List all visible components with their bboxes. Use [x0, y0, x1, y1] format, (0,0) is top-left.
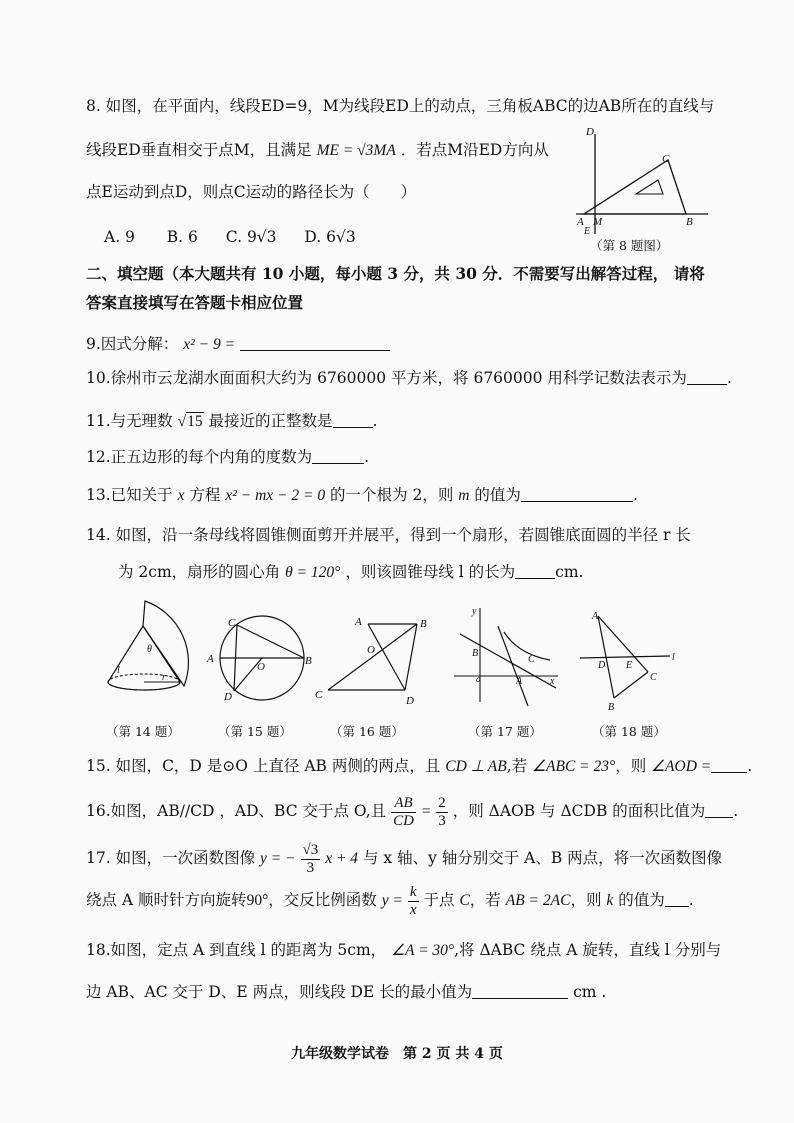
q11-sqrt: √15	[177, 413, 203, 430]
q10: 10.徐州市云龙湖水面面积大约为 6760000 平方米，将 6760000 用科学记数法表示为 .	[86, 369, 732, 387]
q16-label-o: O	[367, 644, 375, 656]
q15-label-c: C	[228, 617, 236, 629]
q16-caption: （第 16 题）	[330, 724, 404, 739]
q13-answer-blank[interactable]	[521, 485, 633, 502]
q12: 12.正五边形的每个内角的度数为 .	[86, 448, 370, 466]
q8-label-e: E	[584, 226, 591, 237]
q8-options	[104, 227, 356, 247]
q12-answer-blank[interactable]	[312, 447, 364, 464]
q16: 16.如图，AB//CD ，AD、BC 交于点 O,且 $\frac{AB}{CD}$ = $\frac{2}{3}$ ，则 ΔAOB 与 ΔCDB 的面积比值为 .	[86, 794, 739, 829]
q15-label-d: D	[224, 691, 232, 703]
q17-label-a: A	[516, 676, 523, 687]
q14-caption: （第 14 题）	[106, 724, 180, 739]
q15-label-o: O	[257, 661, 265, 673]
q18-label-e: E	[626, 660, 633, 671]
q17-label-x: x	[550, 676, 555, 687]
q16-answer-blank[interactable]	[705, 801, 733, 818]
q8-caption: （第 8 题图）	[590, 238, 669, 253]
q16-figure	[310, 610, 435, 708]
q16-label-d: D	[406, 695, 414, 707]
q18-answer-blank[interactable]	[472, 982, 568, 999]
q18-label-d: D	[598, 660, 606, 671]
q18-line1: 18.如图，定点 A 到直线 l 的距离为 5cm， ∠A = 30°,将 ΔABC 绕点 A 旋转，直线 l 分别与	[86, 941, 722, 959]
q14-label-r: r	[162, 672, 166, 683]
q18-label-c: C	[650, 672, 657, 683]
q8-label-a: A	[577, 216, 584, 228]
q13-equation: x² − mx − 2 = 0	[225, 487, 326, 504]
q16-ratio-right: $\frac{2}{3}$	[438, 794, 446, 829]
q9	[86, 334, 390, 355]
q16-label-a: A	[355, 616, 362, 628]
q11: 11.与无理数 √15 最接近的正整数是 .	[86, 412, 378, 430]
q8-label-c: C	[662, 153, 670, 165]
q17-slope: $\frac{√3}{3}$	[302, 841, 319, 876]
q8-text2-post: ．若点M沿ED方向从	[400, 141, 549, 159]
q16-label-b: B	[420, 618, 427, 630]
q18-line2: 边 AB、AC 交于 D、E 两点，则线段 DE 长的最小值为 cm .	[86, 983, 607, 1001]
q8-line3	[86, 182, 416, 202]
q18-label-b: B	[608, 702, 615, 713]
q17-label-o: o	[476, 674, 481, 684]
q10-text: 10.徐州市云龙湖水面面积大约为 6760000 平方米，将 6760000 用科学记数法表示为	[86, 369, 687, 387]
q18-label-a: A	[592, 611, 599, 622]
q15-label-a: A	[207, 653, 214, 665]
q18-label-l: l	[672, 652, 675, 663]
q18-caption: （第 18 题）	[592, 724, 666, 739]
q11-text: 11.与无理数	[86, 412, 173, 430]
q14-line2: 为 2cm，扇形的圆心角 θ = 120° ，则该圆锥母线 l 的长为 cm.	[118, 563, 584, 581]
q17-inverse-fn: $\frac{k}{x}$	[409, 883, 417, 918]
q14-label-theta: θ	[147, 644, 152, 655]
q11-answer-blank[interactable]	[333, 411, 373, 428]
q8-option-d: D. 6√3	[304, 228, 356, 246]
q9-text: 9.因式分解：	[86, 335, 179, 353]
q17-label-y: y	[472, 606, 477, 617]
q14-line1: 14. 如图，沿一条母线将圆锥侧面剪开并展平，得到一个扇形，若圆锥底面圆的半径 r 长	[86, 526, 691, 544]
q14-answer-blank[interactable]	[515, 562, 555, 579]
q15-figure	[204, 612, 319, 716]
q14-label-l: l	[117, 665, 120, 676]
section2-heading-2: 答案直接填写在答题卡相应位置	[86, 293, 304, 312]
q8-text2-pre: 线段ED垂直相交于点M，且满足	[86, 141, 312, 159]
q8-option-a: A. 9	[104, 228, 135, 246]
q8-figure	[568, 122, 718, 247]
q8-label-m: M	[593, 216, 603, 228]
q8-option-b: B. 6	[166, 228, 198, 246]
q15-answer-blank[interactable]	[711, 756, 747, 773]
q17-figure	[446, 604, 566, 712]
q16-ratio-left: $\frac{AB}{CD}$	[393, 794, 414, 829]
q8-label-b: B	[686, 216, 693, 228]
q16-label-c: C	[315, 689, 323, 701]
q13: 13.已知关于 x 方程 x² − mx − 2 = 0 的一个根为 2，则 m 的值为 .	[86, 486, 638, 504]
q8-option-c: C. 9√3	[225, 228, 277, 246]
page-footer: 九年级数学试卷 第 2 页 共 4 页	[291, 1046, 503, 1062]
q17-caption: （第 17 题）	[468, 724, 542, 739]
q8-line2	[86, 140, 549, 161]
q15: 15. 如图，C，D 是⊙O 上直径 AB 两侧的两点，且 CD ⊥ AB,若 ∠ABC = 23°，则 ∠AOD = .	[86, 757, 753, 775]
q15-caption: （第 15 题）	[218, 724, 292, 739]
q17-line1: 17. 如图，一次函数图像 y = − $\frac{√3}{3}$ x + 4 与 x 轴、y 轴分别交于 A、B 两点，将一次函数图像	[86, 841, 723, 876]
q9-answer-blank[interactable]	[240, 334, 390, 351]
q8-label-d: D	[586, 126, 594, 138]
q8-line1	[86, 96, 714, 116]
q10-answer-blank[interactable]	[687, 368, 727, 385]
q17-line2: 绕点 A 顺时针方向旋转90°，交反比例函数 y = $\frac{k}{x}$ 于点 C，若 AB = 2AC，则 k 的值为 .	[86, 883, 694, 918]
q17-label-c: C	[528, 654, 535, 665]
q8-condition: ME = √3MA	[316, 142, 396, 159]
q8-text1: 8. 如图，在平面内，线段ED=9，M为线段ED上的动点，三角板ABC的边AB所在的直线与	[86, 97, 715, 115]
q14-figure	[100, 598, 215, 720]
q18-figure	[574, 606, 692, 716]
q8-text3: 点E运动到点D，则点C运动的路径长为（ ）	[86, 183, 417, 201]
q17-label-b: B	[472, 648, 479, 659]
section2-heading: 二、填空题（本大题共有 10 小题，每小题 3 分，共 30 分．不需要写出解答过程， 请将	[86, 264, 705, 283]
q9-expr: x² − 9 =	[183, 336, 236, 353]
q17-answer-blank[interactable]	[665, 890, 689, 907]
q12-text: 12.正五边形的每个内角的度数为	[86, 448, 313, 466]
q15-label-b: B	[305, 655, 312, 667]
